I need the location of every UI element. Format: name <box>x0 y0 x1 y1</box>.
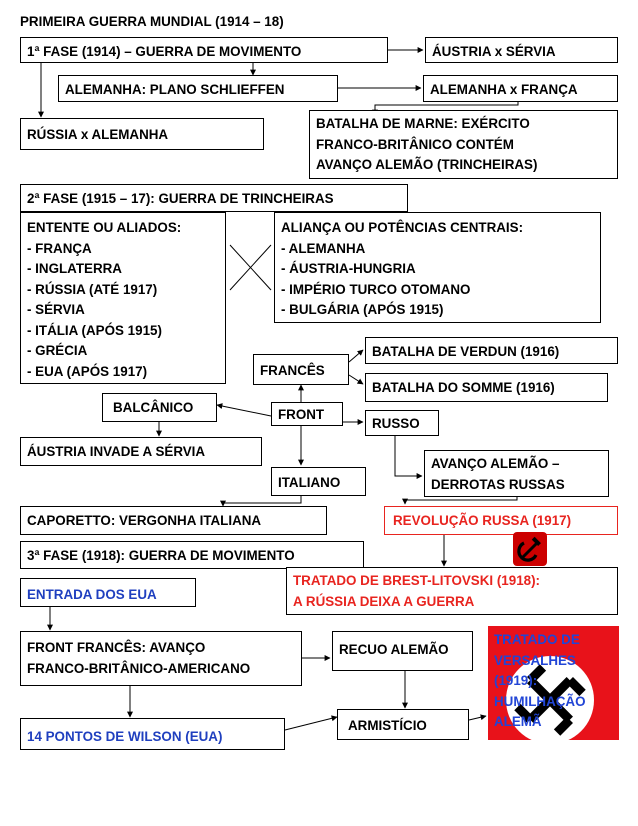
armistice-box: ARMISTÍCIO <box>337 709 469 740</box>
versailles-line: (1919): <box>494 673 538 688</box>
hammer-sickle-icon <box>513 532 547 566</box>
versailles-line: VERSALHES <box>494 652 576 668</box>
phase2-header: 2ª FASE (1915 – 17): GUERRA DE TRINCHEIRAS <box>20 184 408 212</box>
brest-litovsk-box <box>286 567 618 615</box>
versailles-line: TRATADO DE <box>494 632 580 647</box>
phase1-header: 1ª FASE (1914) – GUERRA DE MOVIMENTO <box>20 37 388 63</box>
entente-box <box>20 212 226 384</box>
marne-line: AVANÇO ALEMÃO (TRINCHEIRAS) <box>316 157 538 172</box>
versailles-text <box>494 630 586 733</box>
entente-line: ENTENTE OU ALIADOS: <box>27 220 182 235</box>
wilson-box: 14 PONTOS DE WILSON (EUA) <box>20 718 285 750</box>
phase3-header: 3ª FASE (1918): GUERRA DE MOVIMENTO <box>20 541 364 569</box>
central-line: - ÁUSTRIA-HUNGRIA <box>281 261 416 276</box>
entente-line: - SÉRVIA <box>27 302 85 317</box>
frances-box: FRANCÊS <box>253 354 349 385</box>
french-front-line: FRONT FRANCÊS: AVANÇO <box>27 640 206 655</box>
german-retreat-box: RECUO ALEMÃO <box>332 631 473 671</box>
somme-box: BATALHA DO SOMME (1916) <box>365 373 608 402</box>
entente-line: - FRANÇA <box>27 240 92 256</box>
schlieffen-box: ALEMANHA: PLANO SCHLIEFFEN <box>58 75 338 102</box>
brest-line: A RÚSSIA DEIXA A GUERRA <box>293 593 475 609</box>
caporetto-box: CAPORETTO: VERGONHA ITALIANA <box>20 506 327 535</box>
central-powers-box <box>274 212 601 323</box>
entente-line: - GRÉCIA <box>27 343 88 358</box>
french-front-box <box>20 631 302 686</box>
front-box: FRONT <box>271 402 343 426</box>
entente-line: - RÚSSIA (ATÉ 1917) <box>27 281 158 297</box>
central-line: - ALEMANHA <box>281 240 366 256</box>
russia-germany-box: RÚSSIA x ALEMANHA <box>20 118 264 150</box>
italiano-box: ITALIANO <box>271 467 366 496</box>
austria-invades-box: ÁUSTRIA INVADE A SÉRVIA <box>20 437 262 466</box>
german-advance-line: DERROTAS RUSSAS <box>431 476 565 492</box>
page-title: PRIMEIRA GUERRA MUNDIAL (1914 – 18) <box>20 14 284 29</box>
verdun-box: BATALHA DE VERDUN (1916) <box>365 337 618 364</box>
brest-line: TRATADO DE BREST-LITOVSKI (1918): <box>293 573 541 588</box>
entente-line: - ITÁLIA (APÓS 1915) <box>27 322 162 338</box>
revolution-box: REVOLUÇÃO RUSSA (1917) <box>384 506 618 535</box>
entente-line: - INGLATERRA <box>27 261 122 276</box>
entente-line: - EUA (APÓS 1917) <box>27 363 148 379</box>
central-line: - BULGÁRIA (APÓS 1915) <box>281 302 444 317</box>
marne-line: FRANCO-BRITÂNICO CONTÉM <box>316 136 514 152</box>
versailles-line: HUMILHAÇÃO <box>494 693 586 709</box>
german-advance-box <box>424 450 609 497</box>
central-line: ALIANÇA OU POTÊNCIAS CENTRAIS: <box>281 220 524 235</box>
usa-entry-box: ENTRADA DOS EUA <box>20 578 196 607</box>
austria-serbia-box: ÁUSTRIA x SÉRVIA <box>425 37 618 63</box>
balcanico-box: BALCÂNICO <box>102 393 217 422</box>
marne-box <box>309 110 618 179</box>
russo-box: RUSSO <box>365 410 439 436</box>
germany-france-box: ALEMANHA x FRANÇA <box>423 75 618 102</box>
german-advance-line: AVANÇO ALEMÃO – <box>431 456 560 471</box>
marne-line: BATALHA DE MARNE: EXÉRCITO <box>316 116 530 131</box>
french-front-line: FRANCO-BRITÂNICO-AMERICANO <box>27 660 251 676</box>
versailles-line: ALEMÃ <box>494 714 542 729</box>
central-line: - IMPÉRIO TURCO OTOMANO <box>281 281 471 297</box>
versailles-flag <box>488 626 619 740</box>
